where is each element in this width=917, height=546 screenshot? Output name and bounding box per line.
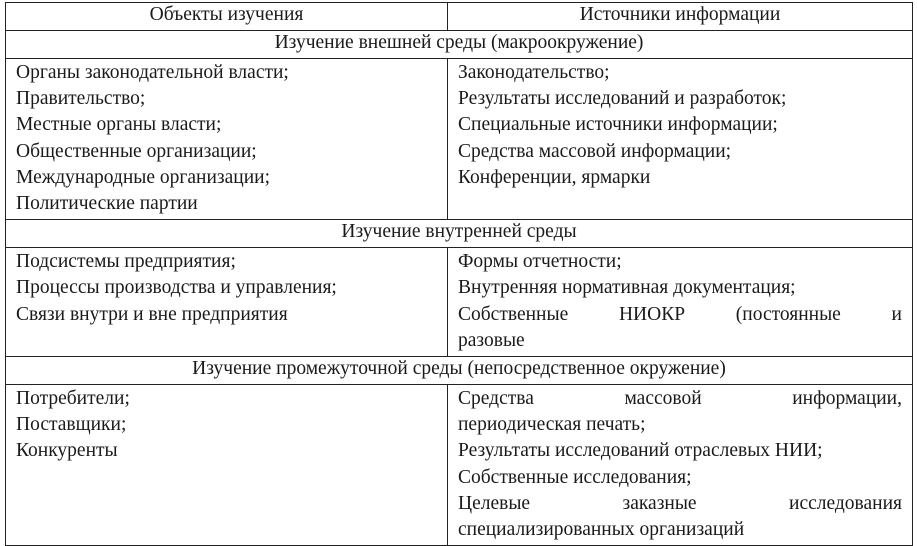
list-item: Результаты исследований и разработок; [458,88,787,110]
table-row [6,248,913,357]
list-item: периодическая печать; [458,414,646,436]
list-item: Законодательство; [458,62,610,83]
objects-cell-external [6,59,448,220]
list-item: Внутренняя нормативная документация; [458,277,796,299]
list-item: Подсистемы предприятия; [16,251,236,273]
list-item: Потребители; [16,388,130,410]
list-item: Конкуренты [16,440,118,462]
section-title-internal: Изучение внутренней среды [6,220,913,248]
list-item: Правительство; [16,88,146,110]
section-row-external [6,31,913,59]
list-item: Специальные источники информации; [458,114,778,136]
objects-cell-internal [6,248,448,357]
table-row [6,385,913,546]
section-row-intermediate [6,357,913,385]
list-item: Органы законодательной власти; [16,62,289,83]
list-item: специализированных организаций [458,519,745,541]
list-item: Собственные исследования; [458,466,692,488]
objects-cell-intermediate [6,385,448,546]
list-item: Политические партии [16,193,198,215]
list-item: Средства массовой информации, [458,388,902,410]
sources-cell-internal [448,248,913,357]
section-title-external: Изучение внешней среды (макроокружение) [6,31,913,59]
section-title-intermediate: Изучение промежуточной среды (непосредственное окружение) [6,357,913,385]
list-item: Общественные организации; [16,140,257,162]
list-item: Формы отчетности; [458,251,622,273]
list-item: Местные органы власти; [16,114,222,136]
list-item: Поставщики; [16,414,127,436]
header-sources: Источники информации [448,3,913,31]
list-item: Целевые заказные исследования [458,492,902,514]
table-row [6,59,913,220]
information-sources-table [5,2,913,546]
list-item: Международные организации; [16,166,271,188]
list-item: Конференции, ярмарки [458,166,651,188]
list-item: Собственные НИОКР (постоянные и [458,303,902,325]
list-item: Связи внутри и вне предприятия [16,303,288,325]
list-item: Процессы производства и управления; [16,277,337,299]
list-item: разовые [458,329,525,351]
header-row [6,3,913,31]
list-item: Результаты исследований отраслевых НИИ; [458,440,823,462]
sources-cell-intermediate [448,385,913,546]
header-objects: Объекты изучения [6,3,448,31]
section-row-internal [6,220,913,248]
sources-cell-external [448,59,913,220]
list-item: Средства массовой информации; [458,140,732,162]
